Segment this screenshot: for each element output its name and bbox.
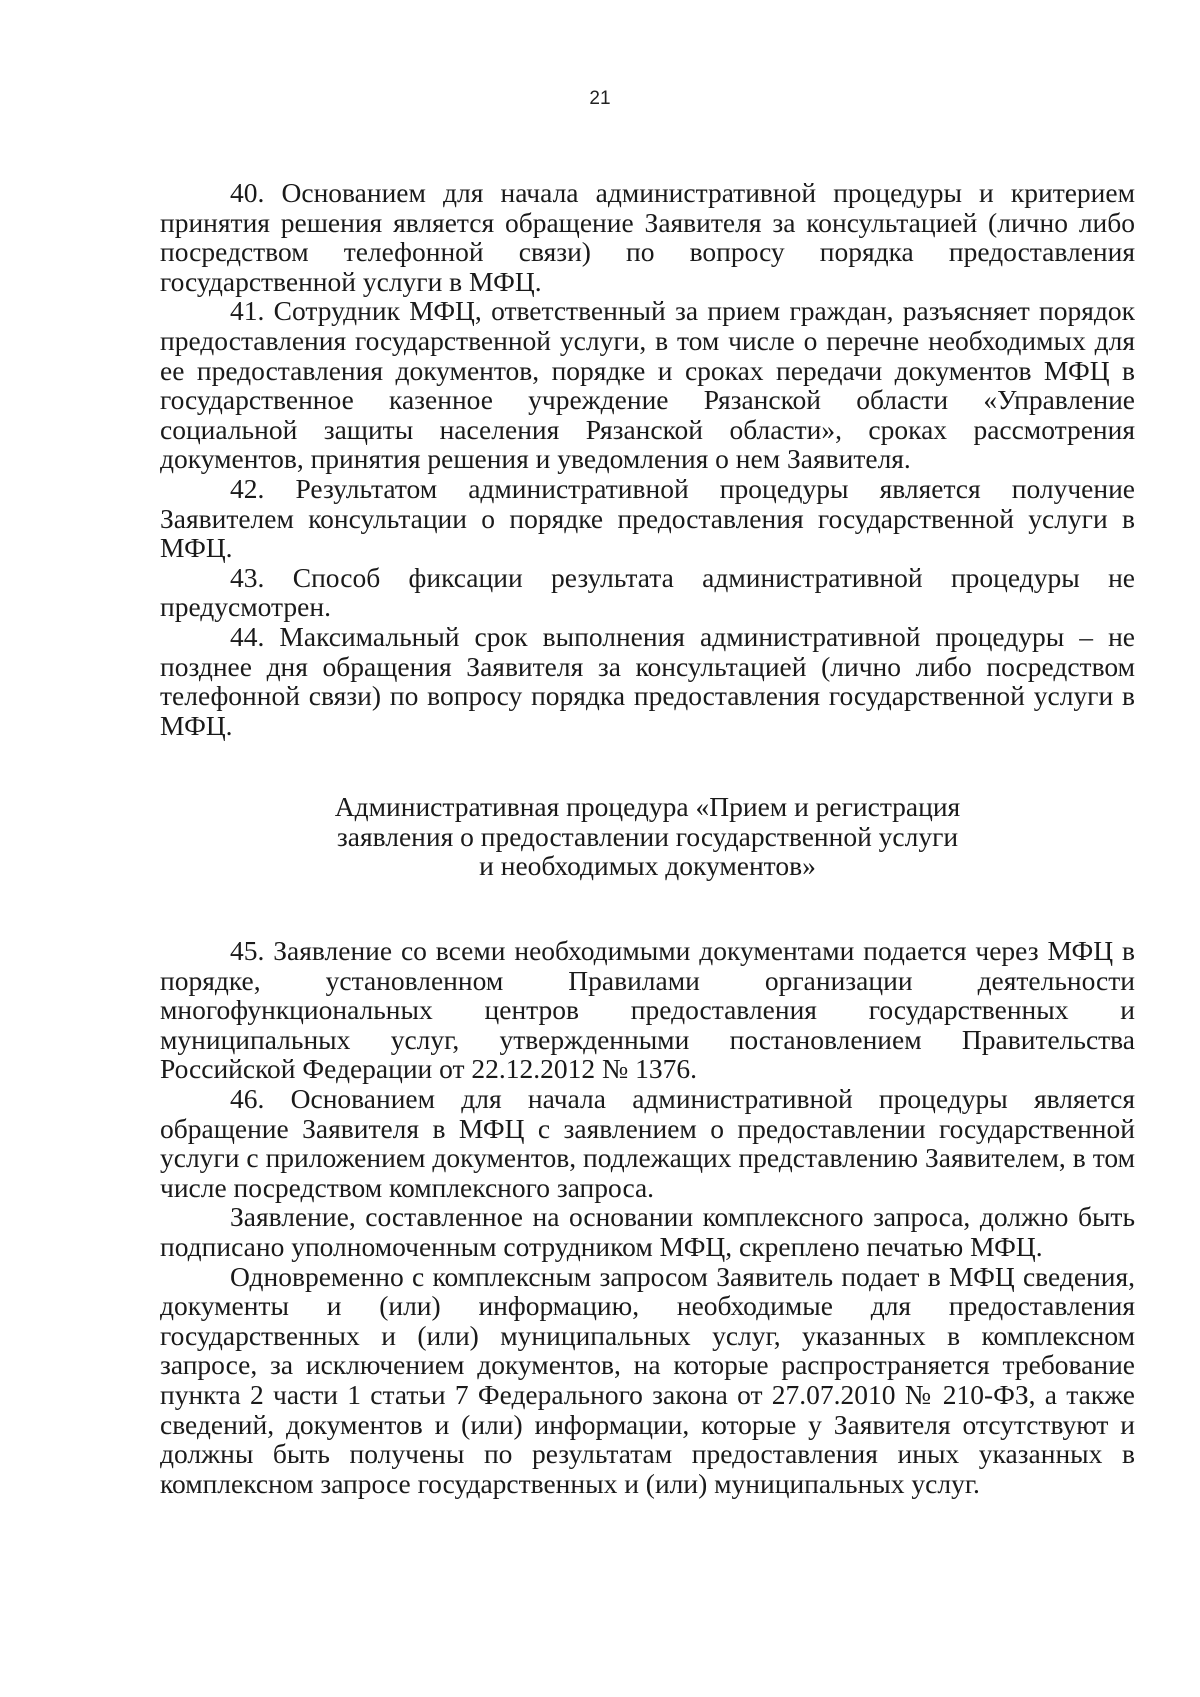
paragraph-45	[160, 936, 1135, 1084]
document-body	[160, 178, 1135, 1498]
section-heading-line: и необходимых документов»	[479, 850, 816, 882]
paragraph-number: 40.	[230, 177, 265, 208]
paragraph-complex-request-signature	[160, 1202, 1135, 1261]
paragraph-text: Способ фиксации результата административной процедуры не предусмотрен.	[160, 561, 1136, 623]
section-heading-line: Административная процедура «Прием и регистрация	[334, 791, 961, 823]
paragraph-number: 46.	[230, 1083, 265, 1115]
paragraph-number: 45.	[230, 935, 265, 967]
paragraph-number: 44.	[230, 620, 265, 652]
paragraph-number: 43.	[230, 561, 265, 593]
paragraph-number: 41.	[230, 295, 265, 327]
paragraph-complex-request-documents	[160, 1262, 1135, 1499]
paragraph-44	[160, 622, 1135, 740]
paragraph-text: Основанием для начала административной процедуры является обращение Заявителя в МФЦ с заявлением о предоставлении государственной услуги с приложением документов, подлежащих представлению Заявителем, в том числе посредством комплексного запроса.	[160, 1083, 1135, 1203]
paragraph-40	[160, 178, 1135, 296]
page-number: 21	[589, 88, 611, 109]
section-heading	[160, 792, 1135, 881]
paragraph-43	[160, 563, 1135, 622]
paragraph-text: Одновременно с комплексным запросом Заявитель подает в МФЦ сведения, документы и (или) информацию, необходимые для предоставления государственных и (или) муниципальных услуг, указанных в комплексном запросе, за исключением документов, на которые распространяется требование пункта 2 части 1 статьи 7 Федерального закона от 27.07.2010 № 210-ФЗ, а также сведений, документов и (или) информации, которые у Заявителя отсутствуют и должны быть получены по результатам предоставления иных указанных в комплексном запросе государственных и (или) муниципальных услуг.	[160, 1260, 1135, 1499]
paragraph-text: Сотрудник МФЦ, ответственный за прием граждан, разъясняет порядок предоставления государственной услуги, в том числе о перечне необходимых для ее предоставления документов, порядке и сроках передачи документов МФЦ в государственное казенное учреждение Рязанской области «Управление социальной защиты населения Рязанской области», сроках рассмотрения документов, принятия решения и уведомления о нем Заявителя.	[160, 295, 1136, 475]
paragraph-number: 42.	[230, 472, 265, 504]
paragraph-text: Заявление со всеми необходимыми документами подается через МФЦ в порядке, установленном Правилами организации деятельности многофункциональных центров предоставления государственных и муниципальных услуг, утвержденными постановлением Правительства Российской Федерации от 22.12.2012 № 1376.	[160, 935, 1135, 1085]
paragraph-46	[160, 1084, 1135, 1202]
paragraph-text: Максимальный срок выполнения административной процедуры – не позднее дня обращения Заявителя за консультацией (лично либо посредством телефонной связи) по вопросу порядка предоставления государственной услуги в МФЦ.	[160, 620, 1136, 741]
paragraph-text: Основанием для начала административной процедуры и критерием принятия решения является обращение Заявителя за консультацией (лично либо посредством телефонной связи) по вопросу порядка предоставления государственной услуги в МФЦ.	[160, 177, 1136, 297]
paragraph-text: Результатом административной процедуры является получение Заявителем консультации о порядке предоставления государственной услуги в МФЦ.	[160, 472, 1135, 564]
section-heading-line: заявления о предоставлении государственной услуги	[336, 820, 959, 852]
paragraph-42	[160, 474, 1135, 563]
paragraph-41	[160, 296, 1135, 474]
paragraph-text: Заявление, составленное на основании комплексного запроса, должно быть подписано уполномоченным сотрудником МФЦ, скреплено печатью МФЦ.	[160, 1201, 1135, 1262]
